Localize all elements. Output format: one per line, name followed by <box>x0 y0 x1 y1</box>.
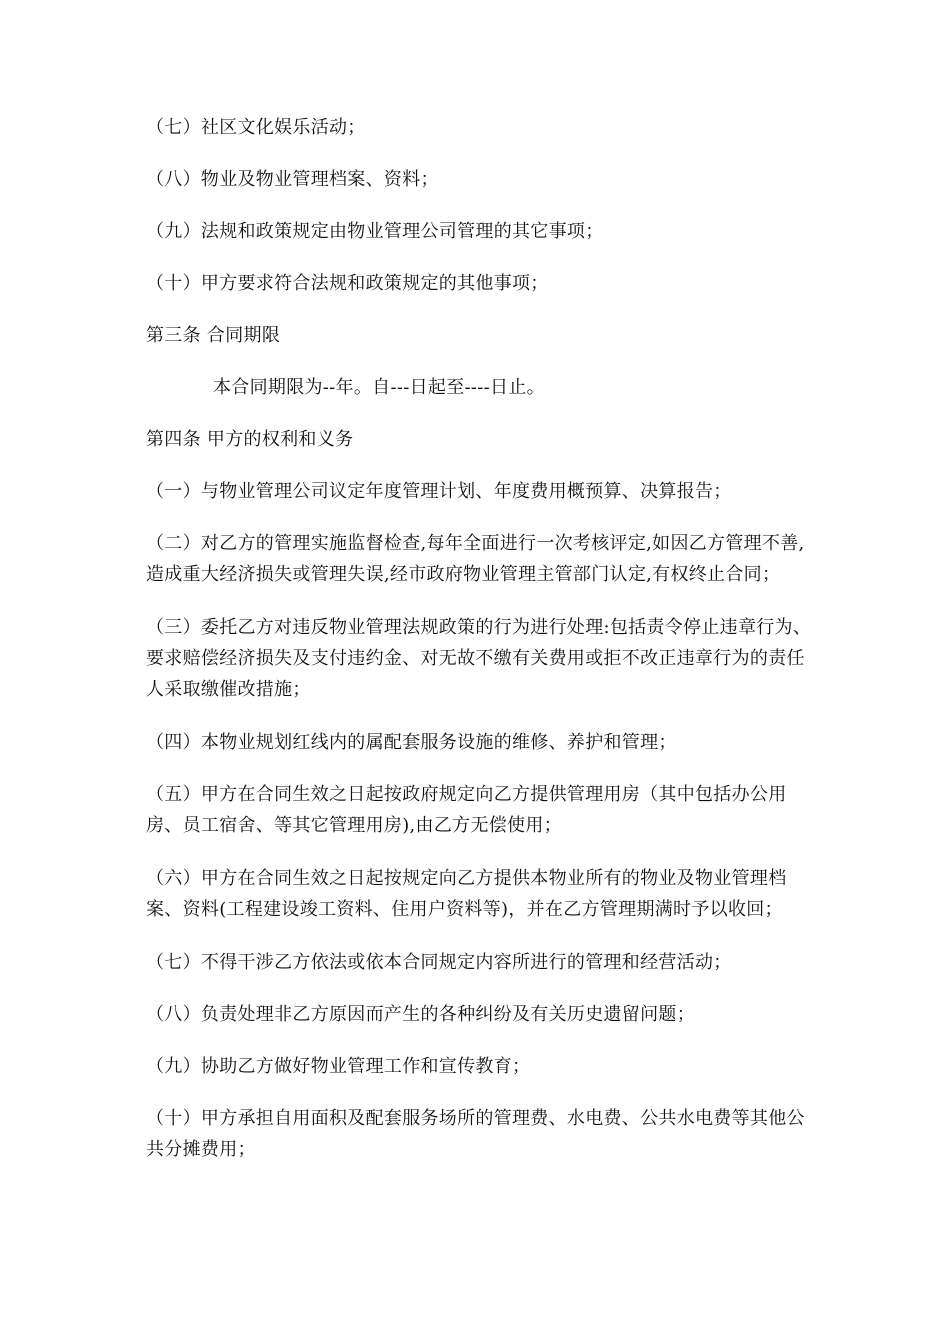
article-4-heading: 第四条 甲方的权利和义务 <box>146 429 354 450</box>
clause-item-8: （八）物业及物业管理档案、资料； <box>146 169 439 190</box>
article-4-item-9: （九）协助乙方做好物业管理工作和宣传教育； <box>146 1056 531 1077</box>
article-4-item-1: （一）与物业管理公司议定年度管理计划、年度费用概预算、决算报告； <box>146 481 732 502</box>
article-4-item-7: （七）不得干涉乙方依法或依本合同规定内容所进行的管理和经营活动； <box>146 952 732 973</box>
article-4-item-5: （五）甲方在合同生效之日起按政府规定向乙方提供管理用房（其中包括办公用房、员工宿舍、等其它管理用房),由乙方无偿使用； <box>146 784 787 836</box>
document-body <box>146 112 816 1187</box>
article-4-item-3: （三）委托乙方对违反物业管理法规政策的行为进行处理:包括责令停止违章行为、要求赔偿经济损失及支付违约金、对无故不缴有关费用或拒不改正违章行为的责任人采取缴催改措施； <box>146 617 812 700</box>
article-4-item-2: （二）对乙方的管理实施监督检查,每年全面进行一次考核评定,如因乙方管理不善,造成重大经济损失或管理失误,经市政府物业管理主管部门认定,有权终止合同； <box>146 533 805 585</box>
article-4-item-4: （四）本物业规划红线内的属配套服务设施的维修、养护和管理； <box>146 732 677 753</box>
clause-item-7: （七）社区文化娱乐活动； <box>146 117 366 138</box>
article-4-item-8: （八）负责处理非乙方原因而产生的各种纠纷及有关历史遗留问题； <box>146 1004 695 1025</box>
article-3-heading: 第三条 合同期限 <box>146 325 281 346</box>
clause-item-9: （九）法规和政策规定由物业管理公司管理的其它事项； <box>146 221 604 242</box>
article-4-item-6: （六）甲方在合同生效之日起按规定向乙方提供本物业所有的物业及物业管理档案、资料(工程建设竣工资料、住用户资料等)，并在乙方管理期满时予以收回； <box>146 868 787 920</box>
clause-item-10: （十）甲方要求符合法规和政策规定的其他事项； <box>146 273 549 294</box>
article-3-text: 本合同期限为--年。自---日起至----日止。 <box>213 377 545 398</box>
article-4-item-10: （十）甲方承担自用面积及配套服务场所的管理费、水电费、公共水电费等其他公共分摊费用； <box>146 1108 805 1160</box>
